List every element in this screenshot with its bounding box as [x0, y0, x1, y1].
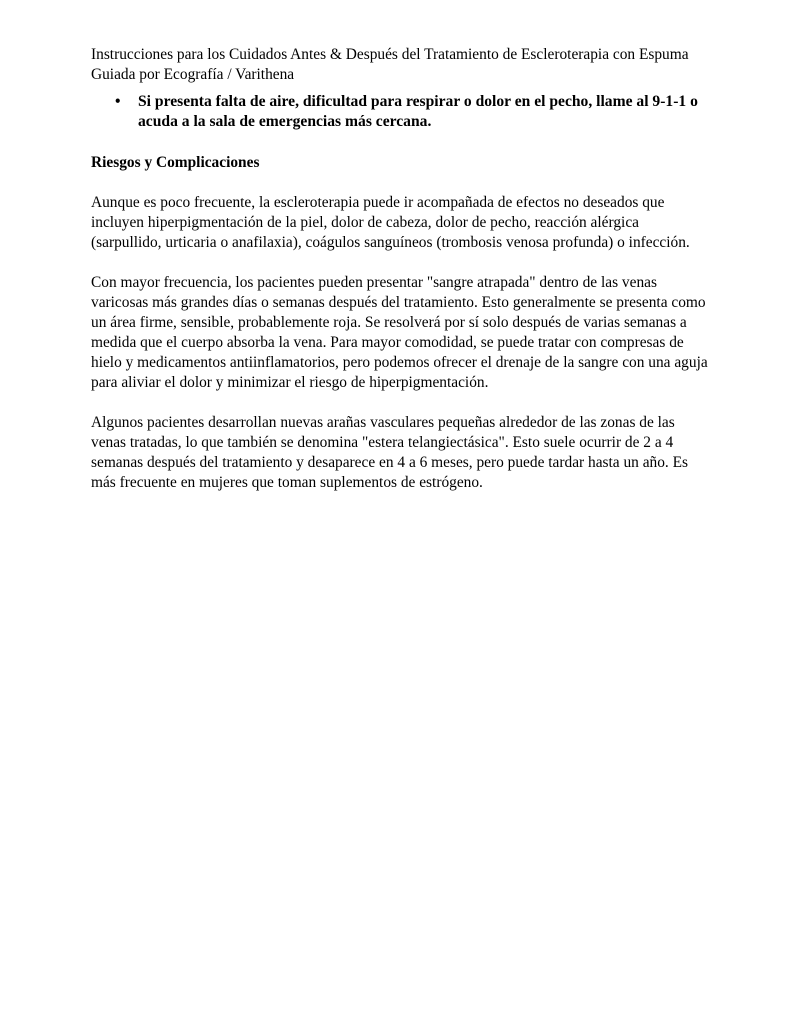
paragraph-telangiectatic-matting: Algunos pacientes desarrollan nuevas arañas vasculares pequeñas alrededor de las zonas de las venas tratadas, lo que también se denomina "estera telangiectásica". Esto suele ocurrir de 2 a 4 semanas después del tratamiento y desaparece en 4 a 6 meses, pero puede tardar hasta un año. Es más frecuente en mujeres que toman suplementos de estrógeno. — [91, 414, 689, 491]
emergency-warning-item — [91, 92, 711, 132]
document-title: Instrucciones para los Cuidados Antes & Después del Tratamiento de Escleroterapia con Espuma Guiada por Ecografía / Varithena — [91, 46, 689, 83]
emergency-warning-text: Si presenta falta de aire, dificultad para respirar o dolor en el pecho, llame al 9-1-1 o acuda a la sala de emergencias más cercana. — [138, 93, 698, 130]
document-page — [91, 45, 711, 493]
warning-bullet-list — [91, 92, 711, 132]
bullet-icon: • — [115, 93, 121, 110]
paragraph-trapped-blood: Con mayor frecuencia, los pacientes pueden presentar "sangre atrapada" dentro de las venas varicosas más grandes días o semanas después del tratamiento. Esto generalmente se presenta como un área firme, sensible, probablemente roja. Se resolverá por sí solo después de varias semanas a medida que el cuerpo absorba la vena. Para mayor comodidad, se puede tratar con compresas de hielo y medicamentos antiinflamatorios, pero podemos ofrecer el drenaje de la sangre con una aguja para aliviar el dolor y minimizar el riesgo de hiperpigmentación. — [91, 274, 708, 391]
paragraph-side-effects: Aunque es poco frecuente, la escleroterapia puede ir acompañada de efectos no deseados que incluyen hiperpigmentación de la piel, dolor de cabeza, dolor de pecho, reacción alérgica (sarpullido, urticaria o anafilaxia), coágulos sanguíneos (trombosis venosa profunda) o infección. — [91, 194, 690, 251]
section-heading-risks: Riesgos y Complicaciones — [91, 154, 260, 171]
